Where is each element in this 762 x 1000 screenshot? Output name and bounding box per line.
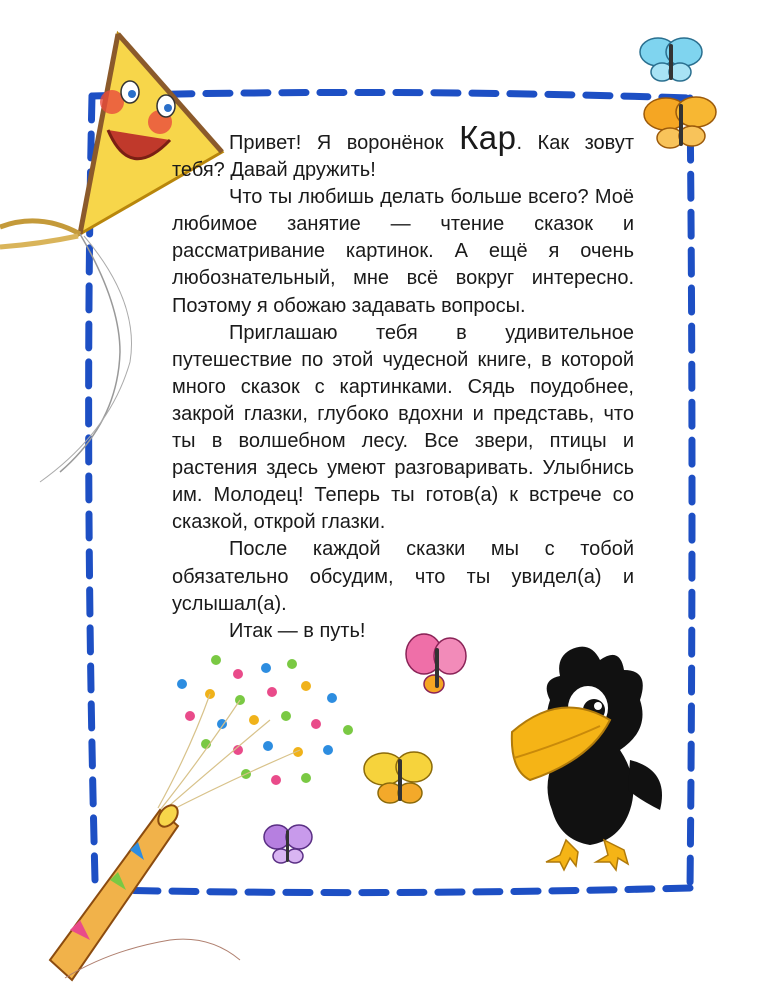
- orange-butterfly-icon: [640, 88, 720, 158]
- raven-kar-icon: [500, 640, 680, 880]
- greeting-text: Привет! Я воронёнок: [229, 132, 460, 154]
- yellow-butterfly-icon: [360, 745, 440, 815]
- greeting-paragraph: [172, 119, 635, 184]
- purple-butterfly-icon: [262, 820, 314, 870]
- intro-text-block: [172, 119, 635, 645]
- paragraph-discussion: После каждой сказки мы с тобой обязательно обсудим, что ты увидел(а) и услышал(а).: [172, 538, 634, 615]
- paragraph-invitation: Приглашаю тебя в удивительное путешествие по этой чудесной книге, в которой много сказок с картинками. Сядь поудобнее, закрой глазки, глубоко вдохни и представь, что ты в волшебном лесу. Все звери, птицы и растения здесь умеют разговаривать. Улыбнись им. Молодец! Теперь ты готов(а) к встрече со сказкой, открой глазки.: [172, 321, 634, 534]
- pink-butterfly-icon: [402, 630, 472, 700]
- raven-name: Кар: [459, 119, 517, 156]
- paragraph-hobbies: Что ты любишь делать больше всего? Моё любимое занятие — чтение сказок и рассматривание картинок. А ещё я очень любознательный, мне всё вокруг интересно. Поэтому я обожаю задавать вопросы.: [172, 186, 634, 317]
- greeting-question: . Как зовут тебя? Давай дружить!: [172, 132, 635, 182]
- confetti-firework-icon: [10, 640, 370, 1000]
- blue-butterfly-icon: [636, 30, 706, 90]
- paragraph-lets-go: Итак — в путь!: [229, 619, 366, 642]
